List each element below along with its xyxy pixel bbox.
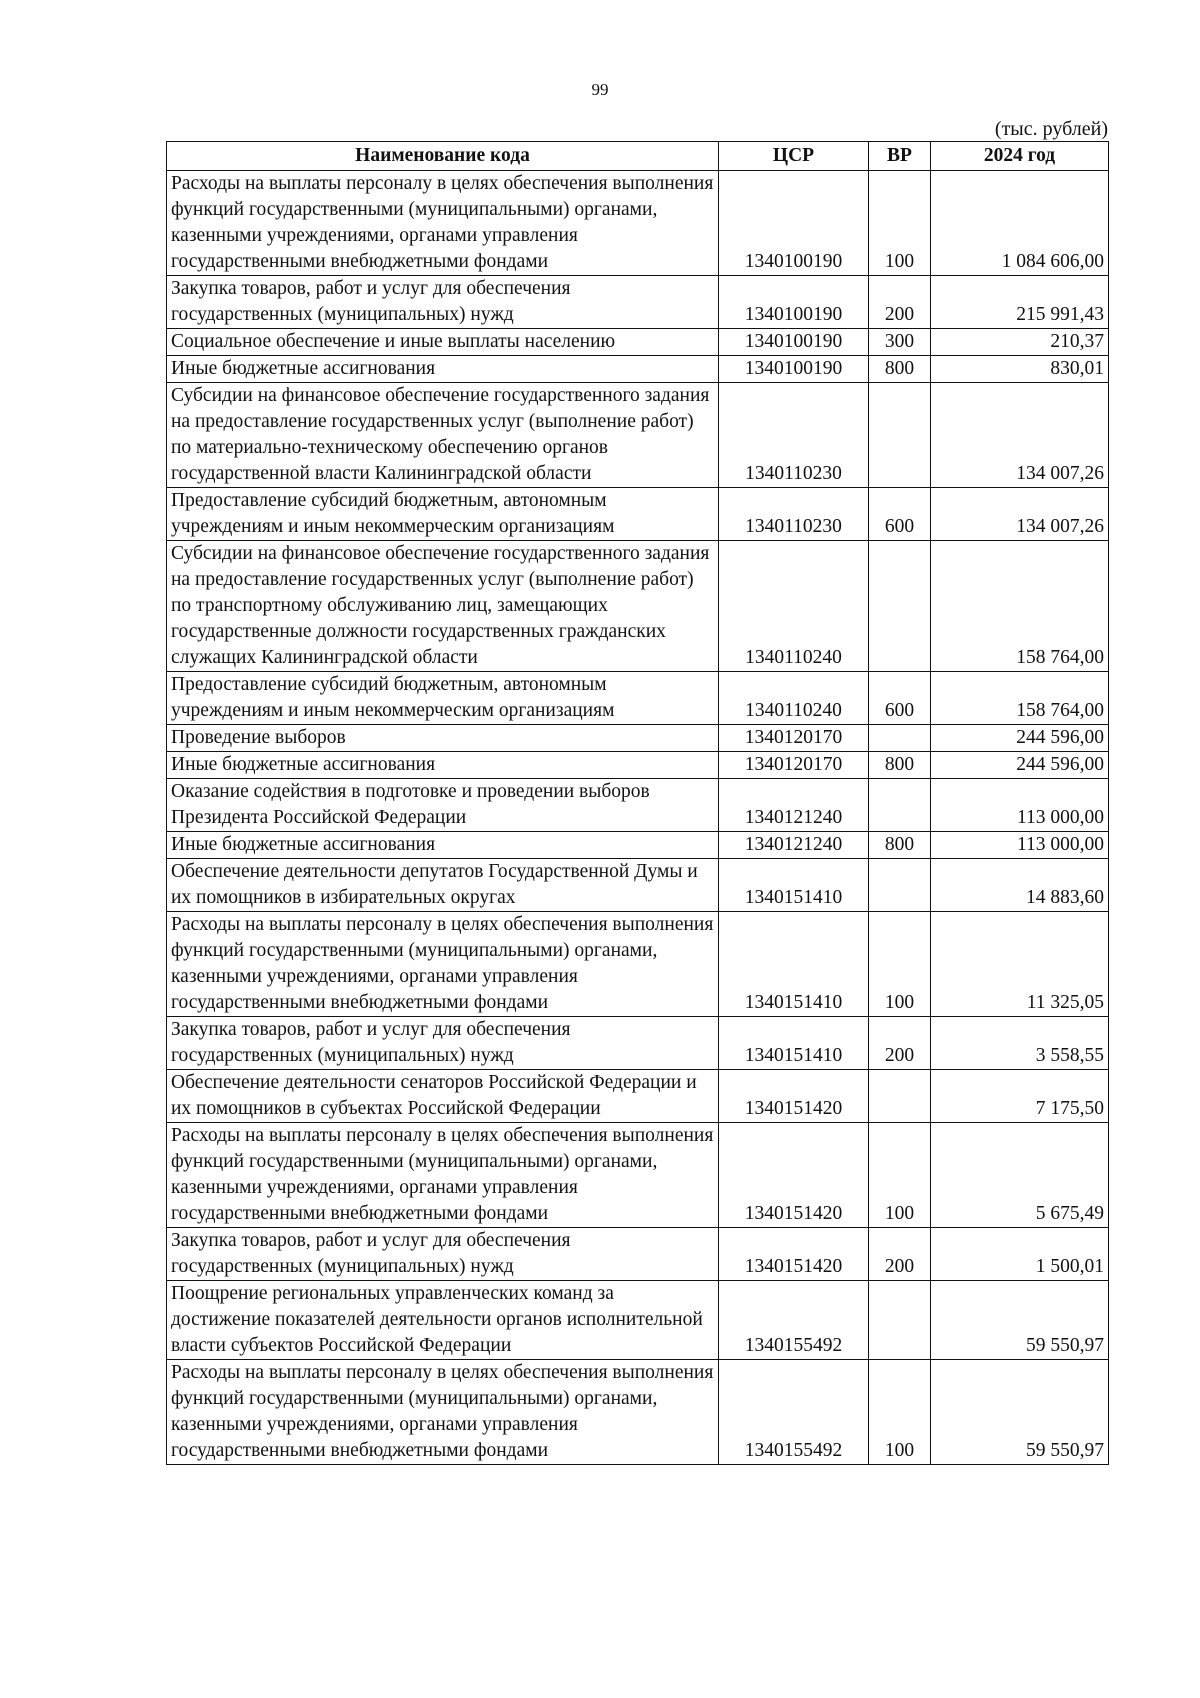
table-row: [167, 752, 1109, 779]
row-csr: 1340120170: [719, 725, 869, 752]
row-amount: 215 991,43: [931, 276, 1109, 329]
row-csr: 1340121240: [719, 832, 869, 859]
page-number: 99: [591, 80, 609, 99]
header-name: Наименование кода: [167, 142, 719, 171]
row-amount: 59 550,97: [931, 1281, 1109, 1360]
table-row: [167, 1017, 1109, 1070]
row-amount: 158 764,00: [931, 541, 1109, 672]
row-amount: 134 007,26: [931, 383, 1109, 488]
row-name: Обеспечение деятельности депутатов Государственной Думы и их помощников в избирательных округах: [167, 859, 719, 912]
row-name: Оказание содействия в подготовке и проведении выборов Президента Российской Федерации: [167, 779, 719, 832]
table-row: [167, 541, 1109, 672]
row-vr: 300: [869, 329, 931, 356]
row-vr: [869, 779, 931, 832]
row-csr: 1340155492: [719, 1360, 869, 1465]
row-csr: 1340110230: [719, 383, 869, 488]
header-csr: ЦСР: [719, 142, 869, 171]
table-row: [167, 1123, 1109, 1228]
row-csr: 1340110230: [719, 488, 869, 541]
row-name: Субсидии на финансовое обеспечение государственного задания на предоставление государственных услуг (выполнение работ) по материально-техническому обеспечению органов государственной власти Калининградской области: [167, 383, 719, 488]
row-name: Иные бюджетные ассигнования: [167, 356, 719, 383]
row-csr: 1340151410: [719, 859, 869, 912]
row-vr: 800: [869, 832, 931, 859]
row-amount: 210,37: [931, 329, 1109, 356]
row-csr: 1340151420: [719, 1228, 869, 1281]
row-vr: 100: [869, 171, 931, 276]
row-vr: 800: [869, 752, 931, 779]
row-csr: 1340120170: [719, 752, 869, 779]
row-vr: 600: [869, 488, 931, 541]
row-name: Проведение выборов: [167, 725, 719, 752]
table-row: [167, 832, 1109, 859]
row-vr: [869, 725, 931, 752]
row-csr: 1340151410: [719, 912, 869, 1017]
table-row: [167, 779, 1109, 832]
row-amount: 113 000,00: [931, 832, 1109, 859]
row-amount: 1 084 606,00: [931, 171, 1109, 276]
row-csr: 1340100190: [719, 171, 869, 276]
table-row: [167, 725, 1109, 752]
row-amount: 1 500,01: [931, 1228, 1109, 1281]
table-row: [167, 383, 1109, 488]
row-amount: 244 596,00: [931, 752, 1109, 779]
table-row: [167, 1228, 1109, 1281]
row-name: Иные бюджетные ассигнования: [167, 832, 719, 859]
row-amount: 244 596,00: [931, 725, 1109, 752]
row-name: Обеспечение деятельности сенаторов Российской Федерации и их помощников в субъектах Российской Федерации: [167, 1070, 719, 1123]
row-amount: 3 558,55: [931, 1017, 1109, 1070]
row-name: Расходы на выплаты персоналу в целях обеспечения выполнения функций государственными (муниципальными) органами, казенными учреждениями, органами управления государственными внебюджетными фондами: [167, 1360, 719, 1465]
row-vr: 200: [869, 1228, 931, 1281]
row-vr: 800: [869, 356, 931, 383]
row-name: Закупка товаров, работ и услуг для обеспечения государственных (муниципальных) нужд: [167, 1228, 719, 1281]
header-row: [167, 142, 1109, 171]
table-body: [167, 171, 1109, 1465]
row-amount: 7 175,50: [931, 1070, 1109, 1123]
row-csr: 1340110240: [719, 672, 869, 725]
row-amount: 59 550,97: [931, 1360, 1109, 1465]
row-vr: 100: [869, 1360, 931, 1465]
table-row: [167, 1360, 1109, 1465]
table-row: [167, 356, 1109, 383]
row-amount: 14 883,60: [931, 859, 1109, 912]
table-row: [167, 1281, 1109, 1360]
row-name: Расходы на выплаты персоналу в целях обеспечения выполнения функций государственными (муниципальными) органами, казенными учреждениями, органами управления государственными внебюджетными фондами: [167, 1123, 719, 1228]
row-name: Закупка товаров, работ и услуг для обеспечения государственных (муниципальных) нужд: [167, 276, 719, 329]
table-row: [167, 859, 1109, 912]
row-name: Социальное обеспечение и иные выплаты населению: [167, 329, 719, 356]
row-vr: 200: [869, 1017, 931, 1070]
table-row: [167, 276, 1109, 329]
row-amount: 134 007,26: [931, 488, 1109, 541]
row-csr: 1340151410: [719, 1017, 869, 1070]
row-vr: [869, 1070, 931, 1123]
table-row: [167, 912, 1109, 1017]
row-vr: 100: [869, 912, 931, 1017]
row-csr: 1340100190: [719, 329, 869, 356]
row-amount: 158 764,00: [931, 672, 1109, 725]
row-amount: 11 325,05: [931, 912, 1109, 1017]
row-name: Поощрение региональных управленческих команд за достижение показателей деятельности органов исполнительной власти субъектов Российской Федерации: [167, 1281, 719, 1360]
row-vr: 600: [869, 672, 931, 725]
row-name: Предоставление субсидий бюджетным, автономным учреждениям и иным некоммерческим организациям: [167, 488, 719, 541]
row-csr: 1340121240: [719, 779, 869, 832]
row-vr: [869, 859, 931, 912]
row-vr: [869, 1281, 931, 1360]
row-csr: 1340100190: [719, 356, 869, 383]
header-year: 2024 год: [931, 142, 1109, 171]
units-label: (тыс. рублей): [994, 118, 1108, 140]
table-row: [167, 672, 1109, 725]
row-name: Закупка товаров, работ и услуг для обеспечения государственных (муниципальных) нужд: [167, 1017, 719, 1070]
table-row: [167, 329, 1109, 356]
budget-table: [166, 141, 1109, 1465]
table-row: [167, 171, 1109, 276]
header-vr: ВР: [869, 142, 931, 171]
row-name: Субсидии на финансовое обеспечение государственного задания на предоставление государственных услуг (выполнение работ) по транспортному обслуживанию лиц, замещающих государственные должности государственных гражданских служащих Калининградской области: [167, 541, 719, 672]
table-row: [167, 1070, 1109, 1123]
row-csr: 1340100190: [719, 276, 869, 329]
row-vr: [869, 541, 931, 672]
row-csr: 1340151420: [719, 1123, 869, 1228]
row-csr: 1340151420: [719, 1070, 869, 1123]
row-amount: 830,01: [931, 356, 1109, 383]
row-vr: [869, 383, 931, 488]
table-row: [167, 488, 1109, 541]
row-csr: 1340155492: [719, 1281, 869, 1360]
row-csr: 1340110240: [719, 541, 869, 672]
row-amount: 113 000,00: [931, 779, 1109, 832]
row-vr: 200: [869, 276, 931, 329]
row-name: Предоставление субсидий бюджетным, автономным учреждениям и иным некоммерческим организациям: [167, 672, 719, 725]
row-name: Расходы на выплаты персоналу в целях обеспечения выполнения функций государственными (муниципальными) органами, казенными учреждениями, органами управления государственными внебюджетными фондами: [167, 171, 719, 276]
row-vr: 100: [869, 1123, 931, 1228]
row-name: Иные бюджетные ассигнования: [167, 752, 719, 779]
row-name: Расходы на выплаты персоналу в целях обеспечения выполнения функций государственными (муниципальными) органами, казенными учреждениями, органами управления государственными внебюджетными фондами: [167, 912, 719, 1017]
row-amount: 5 675,49: [931, 1123, 1109, 1228]
